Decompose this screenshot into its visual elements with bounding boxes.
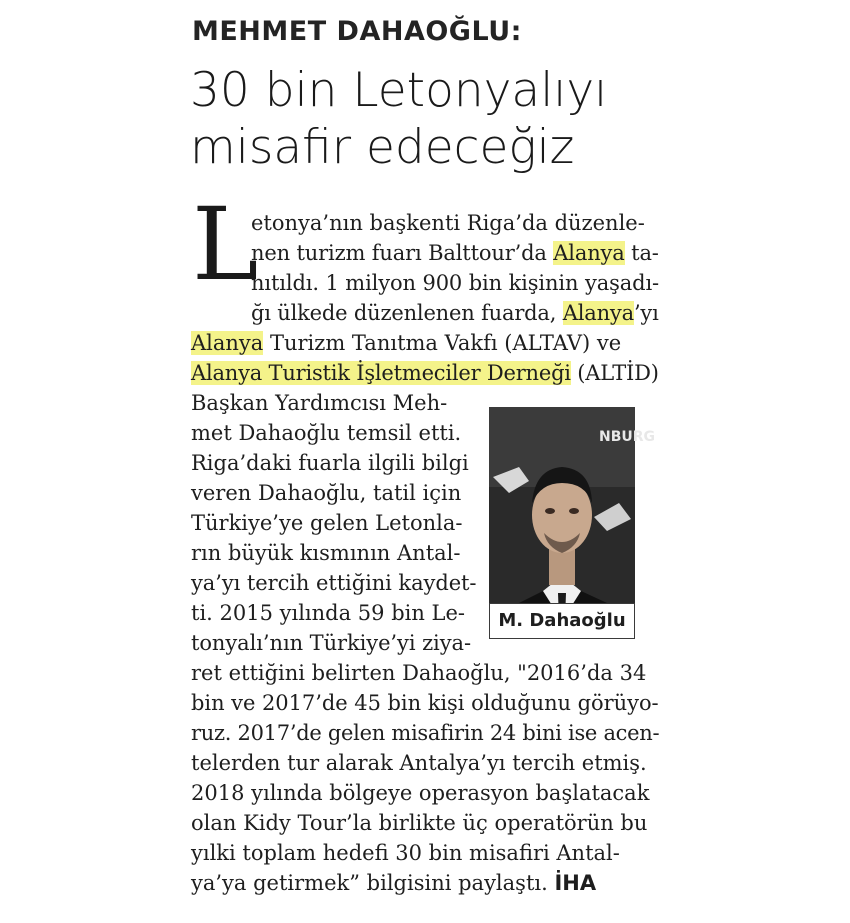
headline — [190, 62, 840, 176]
body-line: veren Dahaoğlu, tatil için — [191, 481, 462, 505]
body-line — [251, 208, 659, 238]
body-line — [251, 268, 659, 298]
text-segment: (ALTİD) — [570, 361, 659, 385]
text-segment: nıtıldı. 1 milyon 900 bin kişinin yaşadı- — [251, 271, 660, 295]
body-line — [251, 238, 659, 268]
body-line: met Dahaoğlu temsil etti. — [191, 421, 462, 445]
body-line — [251, 298, 659, 328]
photo-caption: M. Dahaoğlu — [489, 603, 635, 639]
body-line: bin ve 2017’de 45 bin kişi olduğunu görüyo- — [191, 691, 659, 715]
body-line — [191, 358, 659, 388]
text-segment: ğı ülkede düzenlenen fuarda, — [251, 301, 563, 325]
headline-line: misafir edeceğiz — [190, 120, 575, 175]
body-line: ya’yı tercih ettiğini kaydet- — [191, 571, 477, 595]
body-line: ruz. 2017’de gelen misafirin 24 bini ise acen- — [191, 721, 660, 745]
body-line: ret ettiğini belirten Dahaoğlu, "2016’da 34 — [191, 661, 647, 685]
text-segment: ’yı — [633, 301, 659, 325]
text-segment: ta- — [624, 241, 659, 265]
headline-line: 30 bin Letonyalıyı — [190, 63, 608, 118]
body-line: ti. 2015 yılında 59 bin Le- — [191, 601, 466, 625]
highlighted-term: Alanya — [191, 331, 264, 355]
drop-cap: L — [192, 186, 259, 303]
body-line: ya’ya getirmek” bilgisini paylaştı. İHA — [191, 871, 597, 895]
body-line: Riga’daki fuarla ilgili bilgi — [191, 451, 469, 475]
svg-text:NBURG: NBURG — [599, 429, 656, 445]
highlighted-term: Alanya — [562, 301, 634, 325]
body-line: telerden tur alarak Antalya’yı tercih etmiş. — [191, 751, 647, 775]
body-line — [191, 328, 659, 358]
agency-credit: İHA — [554, 871, 597, 895]
body-line: olan Kidy Tour’la birlikte üç operatörün bu — [191, 811, 648, 835]
body-line: Türkiye’ye gelen Letonla- — [191, 511, 463, 535]
body-line: tonyalı’nın Türkiye’yi ziya- — [191, 631, 471, 655]
highlighted-term: Alanya — [553, 241, 625, 265]
body-line: 2018 yılında bölgeye operasyon başlatacak — [191, 781, 650, 805]
text-segment: Turizm Tanıtma Vakfı (ALTAV) ve — [263, 331, 622, 355]
highlighted-term: Alanya Turistik İşletmeciler Derneği — [191, 361, 571, 385]
kicker: MEHMET DAHAOĞLU: — [192, 16, 522, 47]
body-line: Başkan Yardımcısı Meh- — [191, 391, 448, 415]
text-segment: nen turizm fuarı Balttour’da — [251, 241, 554, 265]
text-segment: etonya’nın başkenti Riga’da düzenle- — [251, 211, 645, 235]
body-line: yılki toplam hedefi 30 bin misafiri Antal- — [191, 841, 620, 865]
body-line: rın büyük kısmının Antal- — [191, 541, 461, 565]
